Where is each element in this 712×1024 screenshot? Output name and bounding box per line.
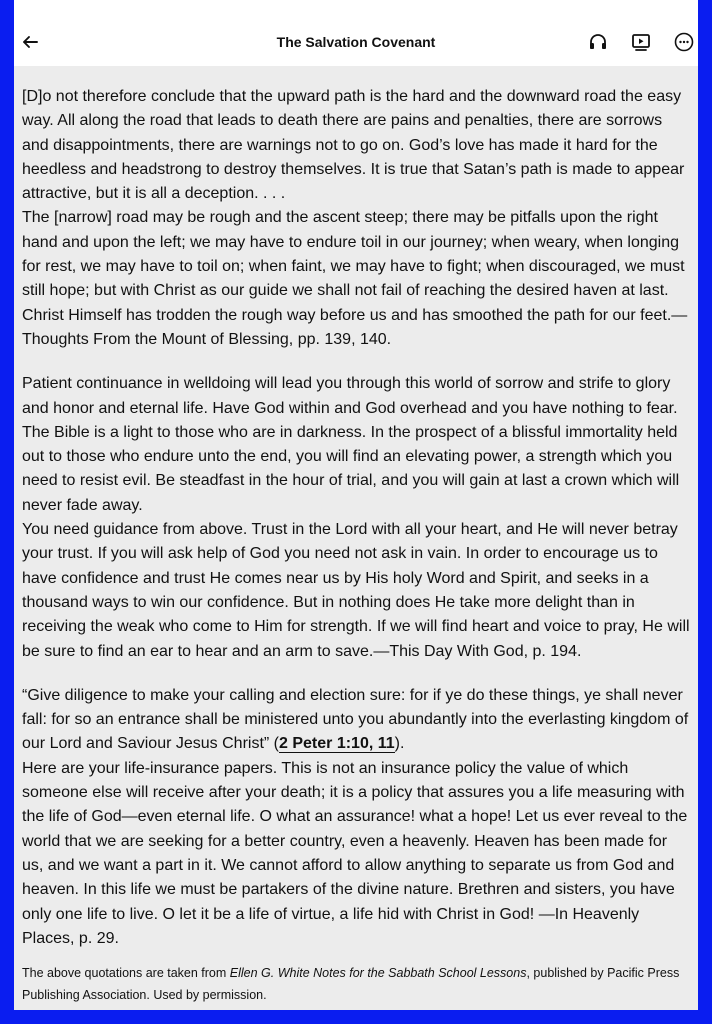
footer-text-end: , published by Pacific Press Publishing Association. Used by permission.: [22, 966, 680, 1002]
headphones-icon: [587, 31, 609, 53]
paragraph: [D]o not therefore conclude that the upward path is the hard and the downward road the easy way. All along the road that leads to death there are pains and penalties, there are sorrows and disappointments, there are warnings not to go on. God’s love has made it hard for the heedless and headstrong to destroy themselves. It is true that Satan’s path is made to appear attractive, but it is all a deception. . . .: [22, 88, 685, 203]
scripture-quote: [22, 684, 690, 757]
paragraph: You need guidance from above. Trust in the Lord with all your heart, and He will never betray your trust. If you will ask help of God you need not ask in vain. In order to encourage us to have confidence and trust He comes near us by His holy Word and Spirit, and seeks in a thousand ways to win our confidence. But in nothing does He take more delight than in receiving the weak who come to Him for strength. If we will find heart and voice to pray, He will be sure to find an ear to hear and an arm to save.—This Day With God, p. 194.: [22, 521, 690, 660]
reading-screen: [14, 0, 698, 1010]
listen-button[interactable]: [584, 28, 612, 56]
scripture-reference-link[interactable]: 2 Peter 1:10, 11: [279, 735, 395, 753]
quotation-block: [22, 85, 690, 352]
more-options-button[interactable]: [670, 28, 698, 56]
play-square-icon: [630, 31, 652, 53]
lesson-content: [22, 85, 690, 951]
paragraph: Here are your life-insurance papers. This is not an insurance policy the value of which someone else will receive after your death; it is a policy that assures you a life measuring with the life of God—even eternal life. O what an assurance! what a hope! Let us ever reveal to the world that we are seeking for a better country, even a heavenly. Heaven has been made for us, and we want a part in it. We cannot afford to allow anything to separate us from God and heaven. In this life we must be partakers of the divine nature. Brethren and sisters, you have only one life to live. O let it be a life of virtue, a life hid with Christ in God! —In Heavenly Places, p. 29.: [22, 759, 688, 947]
footer-text: The above quotations are taken from: [22, 966, 230, 980]
ellipsis-circle-icon: [673, 31, 695, 53]
quote-text: “Give diligence to make your calling and election sure: for if ye do these things, ye shall never fall: for so an entrance shall be ministered unto you abundantly into the everlasting kingdom of our Lord and Saviour Jesus Christ” (: [22, 686, 689, 753]
quote-closing: ).: [394, 735, 405, 753]
top-app-bar: [14, 0, 698, 66]
video-button[interactable]: [627, 28, 655, 56]
source-footer: [22, 962, 690, 1006]
paragraph: The [narrow] road may be rough and the ascent steep; there may be pitfalls upon the right hand and upon the left; we may have to endure toil in our journey; when weary, when longing for rest, we may have to toil on; when faint, we may have to fight; when discouraged, we must still hope; but with Christ as our guide we shall not fail of reaching the desired haven at last. Christ Himself has trodden the rough way before us and has smoothed the path for our feet.—Thoughts From the Mount of Blessing, pp. 139, 140.: [22, 209, 688, 348]
source-title: Ellen G. White Notes for the Sabbath School Lessons: [229, 966, 527, 980]
paragraph: Patient continuance in welldoing will lead you through this world of sorrow and strife to glory and honor and eternal life. Have God within and God overhead and you have nothing to fear. The Bible is a light to those who are in darkness. In the prospect of a blissful immortality held out to those who endure unto the end, you will find an elevating power, a strength which you need to resist evil. Be steadfast in the hour of trial, and you will gain at last a crown which will never fade away.: [22, 375, 680, 514]
quotation-block: [22, 684, 690, 951]
page-title: The Salvation Covenant: [276, 34, 436, 50]
quotation-block: [22, 372, 690, 664]
